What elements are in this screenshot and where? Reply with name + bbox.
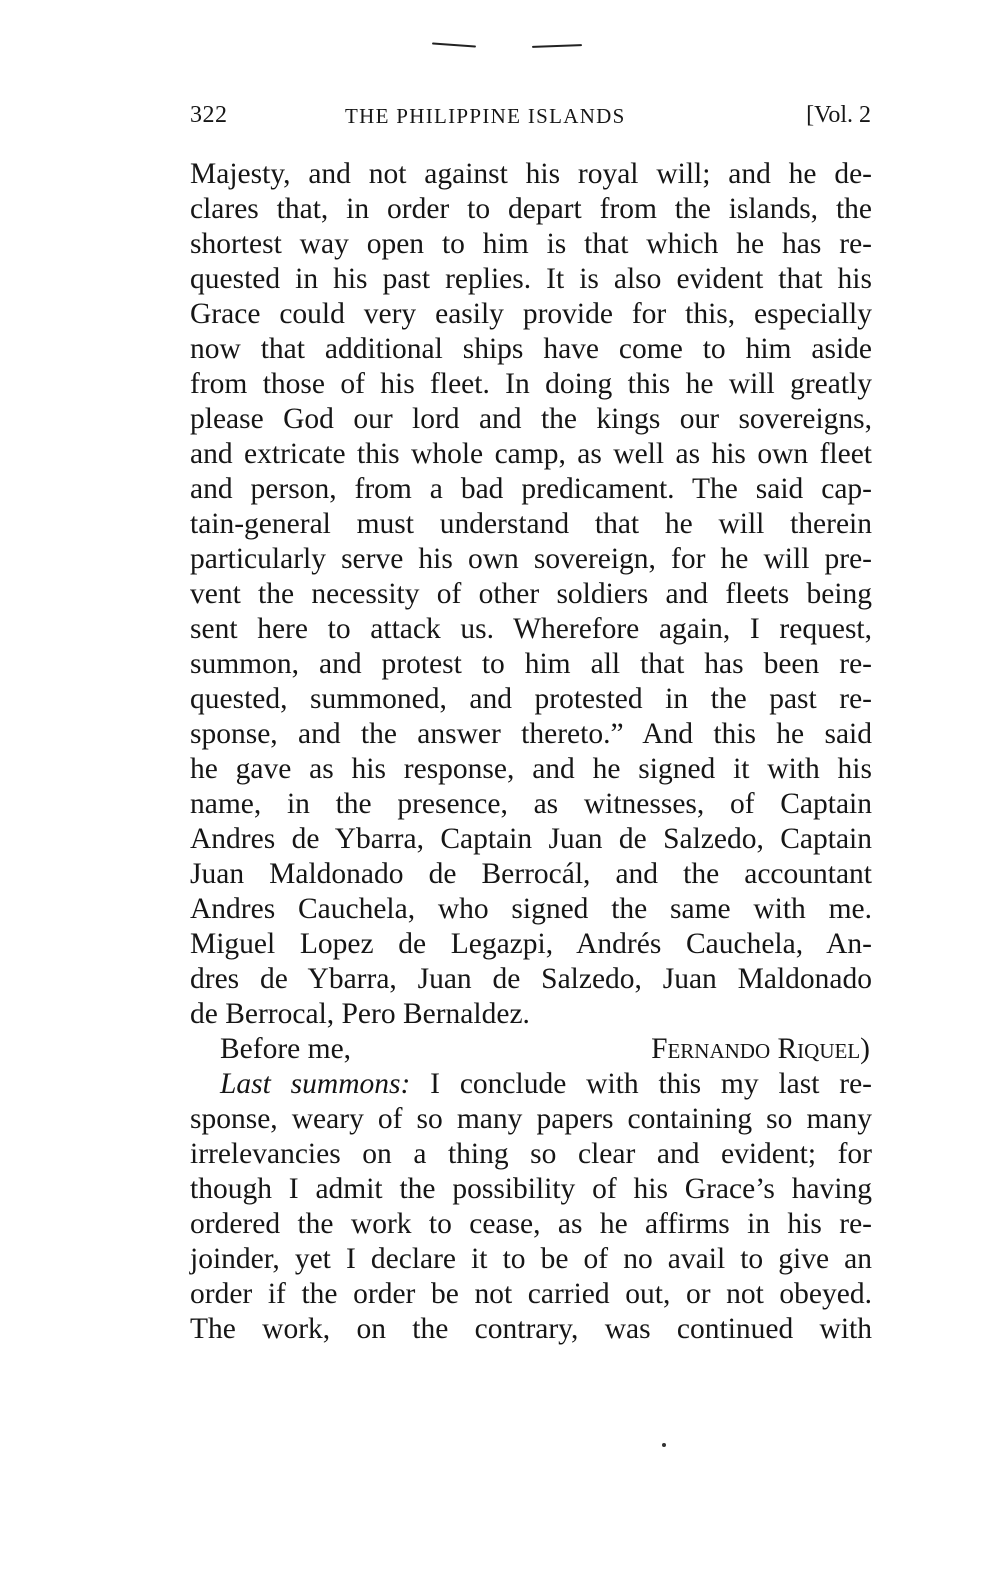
scan-mark <box>432 42 476 47</box>
text-line: please God our lord and the kings our sovereigns, <box>190 403 872 435</box>
text-line: tain-general must understand that he will therein <box>190 508 872 540</box>
running-title: THE PHILIPPINE ISLANDS <box>345 104 626 128</box>
text-line: Andres Cauchela, who signed the same with me. <box>190 893 872 925</box>
text-line: The work, on the contrary, was continued with <box>190 1313 872 1345</box>
text-line: joinder, yet I declare it to be of no avail to give an <box>190 1243 872 1275</box>
text-line: name, in the presence, as witnesses, of Captain <box>190 788 872 820</box>
text-line: quested in his past replies. It is also evident that his <box>190 263 872 295</box>
text-line: he gave as his response, and he signed it with his <box>190 753 872 785</box>
text-line: de Berrocal, Pero Bernaldez. <box>190 998 530 1030</box>
last-summons-first-line <box>190 1067 872 1102</box>
text-line: and person, from a bad predicament. The said cap- <box>190 473 872 505</box>
attestation-line <box>190 1032 872 1067</box>
body-text <box>190 157 872 1347</box>
text-line: summon, and protest to him all that has been re- <box>190 648 872 680</box>
text-line: sent here to attack us. Wherefore again, I request, <box>190 613 872 645</box>
scan-speck <box>662 1443 666 1447</box>
text-line: and extricate this whole camp, as well as his own fleet <box>190 438 872 470</box>
text-line: now that additional ships have come to him aside <box>190 333 872 365</box>
running-head <box>190 98 873 138</box>
section-heading: Last summons: <box>220 1068 411 1100</box>
page-number: 322 <box>190 102 228 128</box>
volume-label: [Vol. 2 <box>806 102 871 128</box>
text-line: Miguel Lopez de Legazpi, Andrés Cauchela, An- <box>190 928 872 960</box>
text-line: sponse, and the answer thereto.” And this he said <box>190 718 872 750</box>
text-line: irrelevancies on a thing so clear and evident; for <box>190 1138 872 1170</box>
text-line: order if the order be not carried out, or not obeyed. <box>190 1278 872 1310</box>
text-line: sponse, weary of so many papers containing so many <box>190 1103 872 1135</box>
text-line: though I admit the possibility of his Grace’s having <box>190 1173 872 1205</box>
text-line: Grace could very easily provide for this, especially <box>190 298 872 330</box>
text-line: vent the necessity of other soldiers and fleets being <box>190 578 872 610</box>
text-line: shortest way open to him is that which he has re- <box>190 228 872 260</box>
notary-signature: Fernando Riquel) <box>651 1033 870 1065</box>
attestation-before: Before me, <box>220 1033 352 1065</box>
scan-mark <box>532 44 582 48</box>
text-line: clares that, in order to depart from the islands, the <box>190 193 872 225</box>
text-line: ordered the work to cease, as he affirms in his re- <box>190 1208 872 1240</box>
text-line: Majesty, and not against his royal will; and he de- <box>190 158 872 190</box>
text-segment: I conclude with this my last re- <box>410 1068 872 1100</box>
text-line: particularly serve his own sovereign, for he will pre- <box>190 543 872 575</box>
text-line: Juan Maldonado de Berrocál, and the accountant <box>190 858 872 890</box>
text-line: quested, summoned, and protested in the past re- <box>190 683 872 715</box>
text-line: Andres de Ybarra, Captain Juan de Salzedo, Captain <box>190 823 872 855</box>
text-line: dres de Ybarra, Juan de Salzedo, Juan Maldonado <box>190 963 872 995</box>
text-line: from those of his fleet. In doing this he will greatly <box>190 368 872 400</box>
